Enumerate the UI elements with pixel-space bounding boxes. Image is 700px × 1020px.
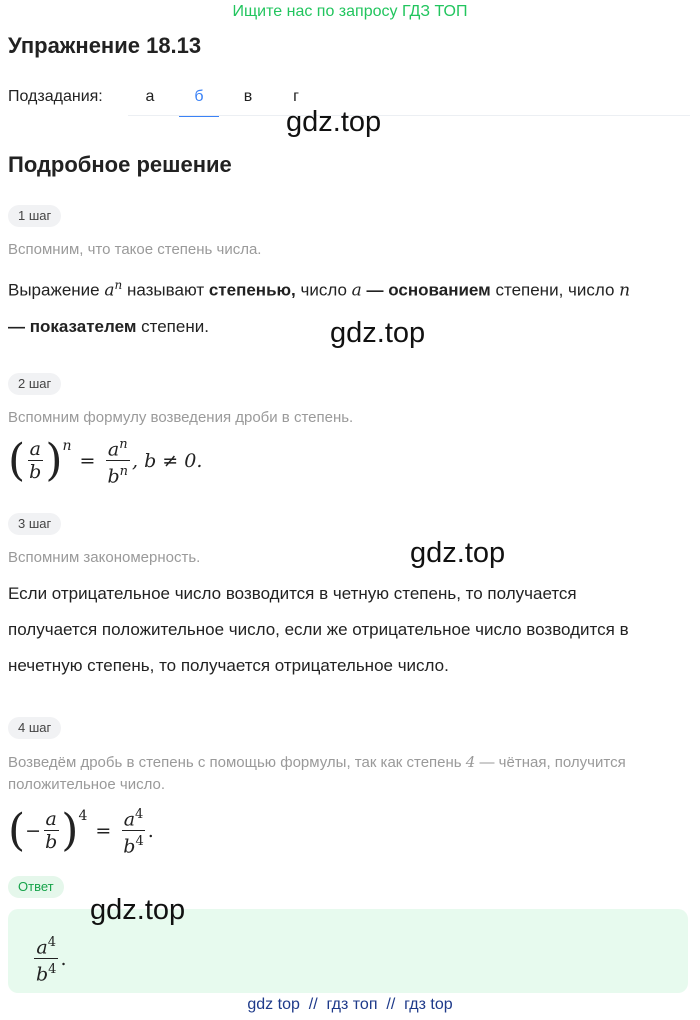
solution-heading: Подробное решение: [8, 152, 232, 177]
tab-a[interactable]: а: [145, 88, 155, 105]
step-2-formula: ( $\frac{a}{b}$ ) n = $\frac{a^n}{b^n}$ , b ≠ 0.: [8, 434, 203, 488]
watermark: gdz.top: [330, 317, 426, 349]
step-4-badge: 4 шаг: [8, 717, 61, 739]
footer-links[interactable]: gdz top // гдз топ // гдз top: [247, 996, 453, 1013]
step-1-text: Выражение $a^n$ называют степенью, число a — основанием степени, число n — показателем степени.: [8, 278, 631, 336]
step-1-badge: 1 шаг: [8, 205, 61, 227]
top-search-hint[interactable]: Ищите нас по запросу ГДЗ ТОП: [232, 3, 468, 20]
step-4-formula: ( − $\frac{a}{b}$ ) 4 = $\frac{a^4}{b^4}$ .: [8, 804, 154, 858]
step-3-badge: 3 шаг: [8, 513, 61, 535]
watermark: gdz.top: [286, 106, 382, 138]
page-title: Упражнение 18.13: [8, 33, 202, 58]
answer-badge: Ответ: [8, 876, 64, 898]
watermark: gdz.top: [410, 537, 506, 569]
step-4-hint: Возведём дробь в степень с помощью формулы, так как степень 4 — чётная, получится положительное число.: [8, 753, 626, 793]
step-1-hint: Вспомним, что такое степень числа.: [8, 241, 262, 258]
tab-v[interactable]: в: [243, 88, 253, 105]
step-3-text: Если отрицательное число возводится в четную степень, то получается получается положительное число, если же отрицательное число возводится в нечетную степень, то получается отрицательное число.: [8, 584, 629, 675]
step-2-hint: Вспомним формулу возведения дроби в степень.: [8, 409, 354, 426]
step-2-badge: 2 шаг: [8, 373, 61, 395]
tab-b[interactable]: б: [179, 88, 219, 117]
watermark: gdz.top: [90, 894, 186, 926]
tabs-divider: [128, 115, 690, 116]
answer-formula: $\frac{a^4}{b^4}$ .: [32, 932, 67, 986]
step-3-hint: Вспомним закономерность.: [8, 549, 201, 566]
subtasks-label: Подзадания:: [8, 88, 103, 105]
tab-g[interactable]: г: [293, 88, 299, 105]
